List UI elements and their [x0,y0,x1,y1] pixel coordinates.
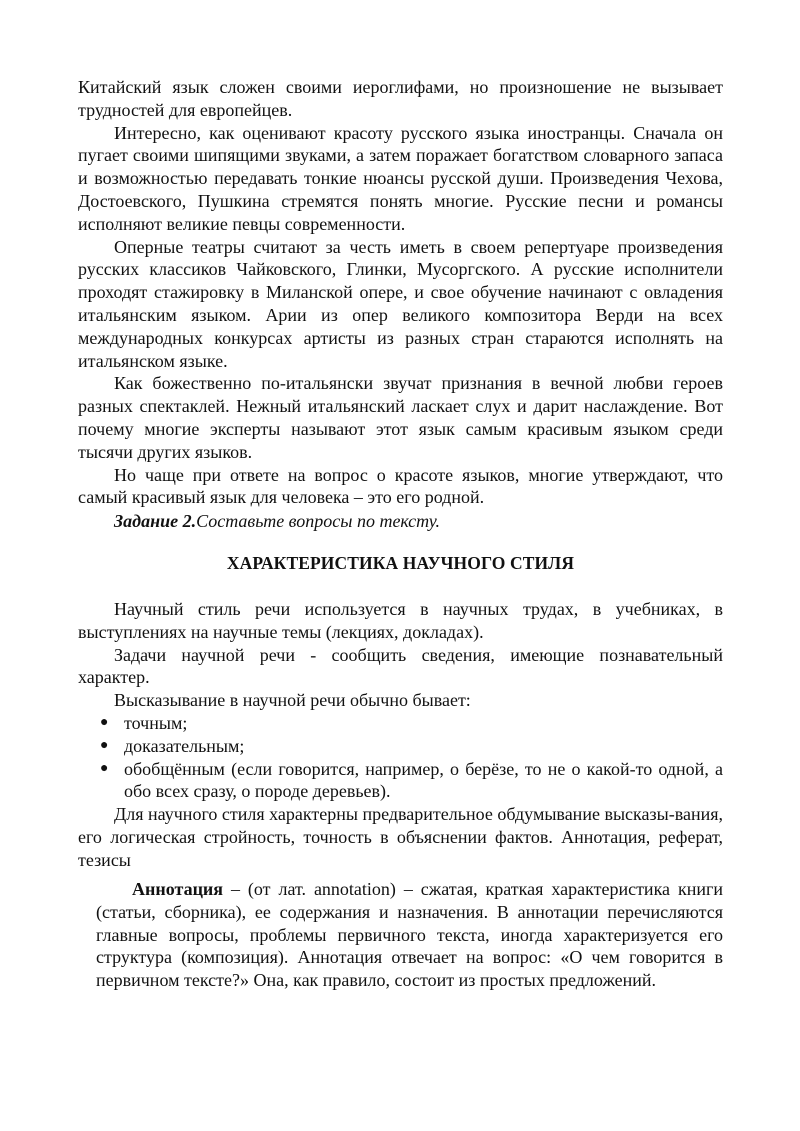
bullet-icon: ● [100,760,109,776]
task-text: Составьте вопросы по тексту. [196,511,441,531]
science-paragraph-2: Задачи научной речи - сообщить сведения, имеющие познавательный характер. [78,644,723,688]
bullet-icon: ● [100,737,109,753]
science-paragraph-4: Для научного стиля характерны предварительное обдумывание высказы-вания, его логическая стройность, точность в объяснении фактов. Аннотация, реферат, тезисы [78,804,723,870]
science-paragraph-3: Высказывание в научной речи обычно бывает: [114,690,471,711]
intro-paragraph-1: Китайский язык сложен своими иероглифами, но произношение не вызывает трудностей для европейцев. [78,77,723,120]
intro-paragraph-3: Оперные театры считают за честь иметь в своем репертуаре произведения русских классиков Чайковского, Глинки, Мусоргского. А русские исполнители проходят стажировку в Миланской опере, и свое обучение начинают с овладения итальянским языком. Арии из опер великого композитора Верди на всех международных конкурсах артисты из разных стран стараются исполнять на итальянском языке. [78,236,723,371]
intro-paragraph-4: Как божественно по-итальянски звучат признания в вечной любви героев разных спектаклей. Нежный итальянский ласкает слух и дарит наслаждение. Вот почему многие эксперты называют этот язык самым красивым языком среди тысячи других языков. [78,373,723,462]
science-paragraph-1: Научный стиль речи используется в научных трудах, в учебниках, в выступлениях на научные темы (лекциях, докладах). [78,599,723,642]
task-line [78,510,723,533]
properties-list [78,712,723,803]
bullet-icon: ● [100,714,109,730]
annotation-definition: – (от лат. annotation) – сжатая, краткая характеристика книги (статьи, сборника), ее содержания и назначения. В аннотации перечисляются главные вопросы, проблемы первичного текста, иногда характеризуется его структура (композиция). Аннотация отвечает на вопрос: «О чем говорится в первичном тексте?» Она, как правило, состоит из простых предложений. [96,879,723,991]
annotation-term: Аннотация [132,879,224,899]
list-item: ● обобщённым (если говорится, например, о берёзе, то не о какой-то одной, а обо всех сразу, о породе деревьев). [100,758,723,802]
intro-paragraph-2: Интересно, как оценивают красоту русского языка иностранцы. Сначала он пугает своими шипящими звуками, а затем поражает богатством словарного запаса и возможностью передавать тонкие нюансы русской души. Произведения Чехова, Достоевского, Пушкина стремятся понять многие. Русские песни и романсы исполняют великие певцы современности. [78,122,723,234]
task-label: Задание 2. [114,511,197,531]
list-item: ● доказательным; [100,735,245,756]
annotation-block [96,878,723,992]
annotation-paragraph [96,878,723,992]
list-item: ● точным; [100,712,188,733]
intro-paragraph-5: Но чаще при ответе на вопрос о красоте языков, многие утверждают, что самый красивый язык для человека – это его родной. [78,464,723,508]
science-style-block [78,598,723,872]
section-heading: ХАРАКТЕРИСТИКА НАУЧНОГО СТИЛЯ [226,553,575,573]
intro-text-block [78,76,723,509]
